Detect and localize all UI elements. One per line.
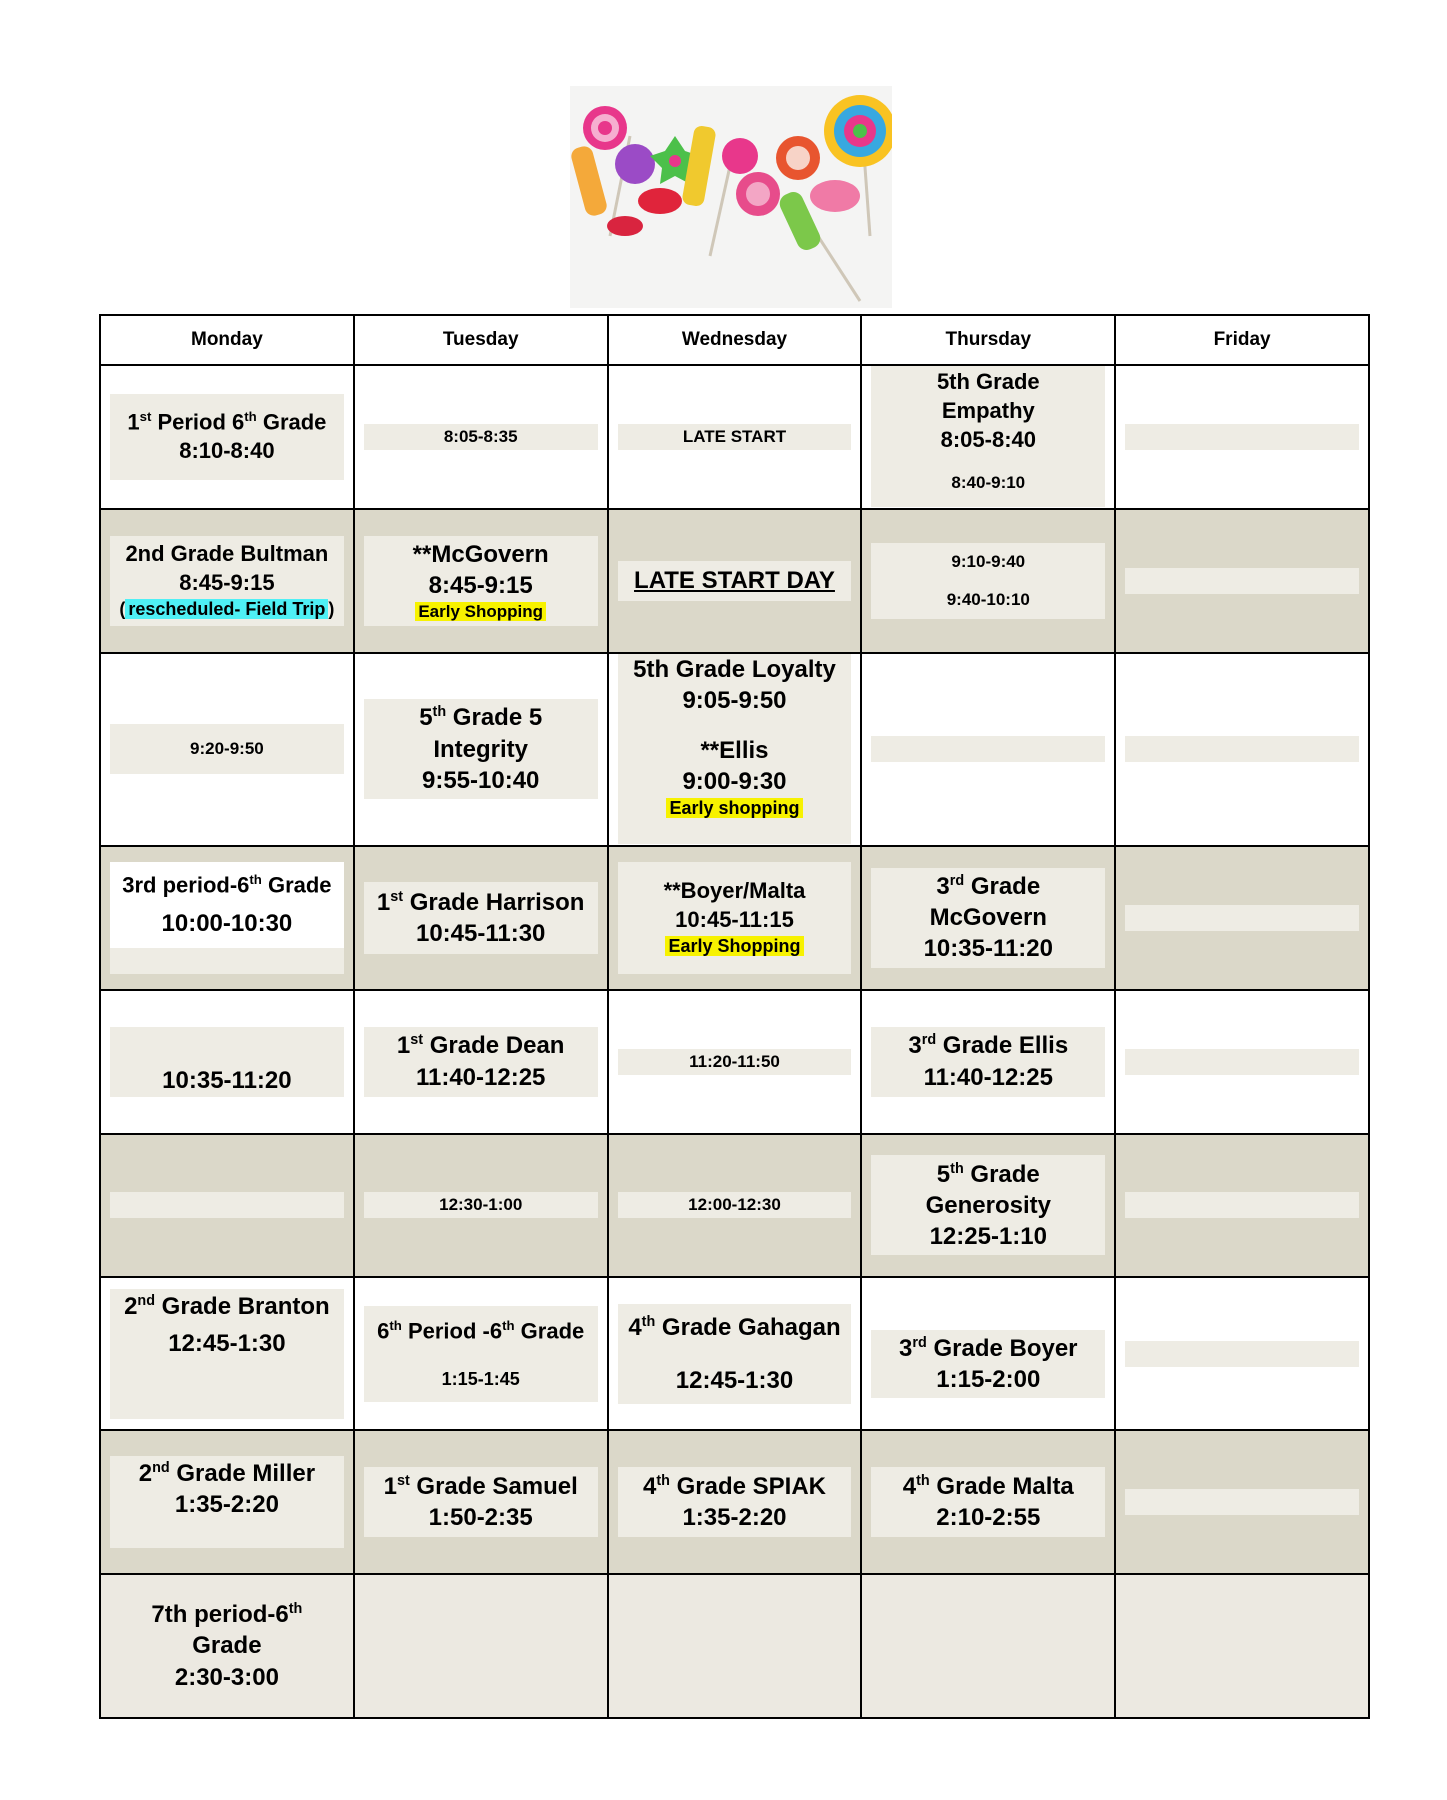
slot-box: **McGovern 8:45-9:15 Early Shopping (364, 536, 598, 626)
table-row (100, 509, 1369, 653)
slot-box: 8:05-8:35 (364, 424, 598, 450)
cell-thu-r1 (861, 365, 1115, 509)
table-row (100, 1430, 1369, 1574)
slot-box: 5th Grade Empathy 8:05-8:40 8:40-9:10 (871, 366, 1105, 507)
table-row (100, 653, 1369, 846)
cell-thu-r2 (861, 509, 1115, 653)
late-start-day-label: LATE START DAY (634, 567, 835, 595)
header-wednesday: Wednesday (608, 315, 862, 365)
cell-wed-r6 (608, 1134, 862, 1278)
cell-thu-r6 (861, 1134, 1115, 1278)
early-shopping-badge: Early Shopping (415, 602, 546, 621)
header-monday: Monday (100, 315, 354, 365)
slot-box: 7th period-6th Grade 2:30-3:00 (151, 1601, 303, 1691)
slot-box (618, 561, 852, 601)
table-row (100, 1574, 1369, 1718)
slot-box: 10:35-11:20 (110, 1027, 344, 1097)
slot-box: 12:00-12:30 (618, 1192, 852, 1218)
cell-fri-r5 (1115, 990, 1369, 1134)
cell-tue-r1 (354, 365, 608, 509)
slot-box: 4th Grade Malta 2:10-2:55 (871, 1467, 1105, 1537)
header-thursday: Thursday (861, 315, 1115, 365)
cell-thu-r4 (861, 846, 1115, 990)
slot-box (110, 1192, 344, 1218)
slot-box: 5th Grade Loyalty 9:05-9:50 **Ellis 9:00-9:30 Early shopping (618, 654, 852, 844)
cell-fri-r3 (1115, 653, 1369, 846)
time-label: 8:10-8:40 (179, 438, 275, 464)
slot-box: 5th Grade 5 Integrity 9:55-10:40 (364, 699, 598, 799)
cell-mon-r6 (100, 1134, 354, 1278)
cell-wed-r4 (608, 846, 862, 990)
cell-tue-r9 (354, 1574, 608, 1718)
cell-mon-r8 (100, 1430, 354, 1574)
cell-tue-r2 (354, 509, 608, 653)
slot-box: 1st Grade Harrison 10:45-11:30 (364, 882, 598, 954)
cell-tue-r7 (354, 1277, 608, 1430)
slot-box: 3rd Grade Ellis 11:40-12:25 (871, 1027, 1105, 1097)
cell-thu-r5 (861, 990, 1115, 1134)
cell-wed-r5 (608, 990, 862, 1134)
slot-box (1125, 1049, 1359, 1075)
candy-header-image (570, 86, 892, 308)
slot-box: 4th Grade SPIAK 1:35-2:20 (618, 1467, 852, 1537)
header-friday: Friday (1115, 315, 1369, 365)
slot-box: 3rd Grade McGovern 10:35-11:20 (871, 868, 1105, 968)
slot-box: 1st Period 6th Grade 8:10-8:40 (110, 394, 344, 480)
cell-mon-r3 (100, 653, 354, 846)
table-row (100, 365, 1369, 509)
field-trip-note: rescheduled- Field Trip (125, 599, 328, 619)
slot-box: 1st Grade Dean 11:40-12:25 (364, 1027, 598, 1097)
cell-fri-r2 (1115, 509, 1369, 653)
cell-wed-r9 (608, 1574, 862, 1718)
slot-box: **Boyer/Malta 10:45-11:15 Early Shopping (618, 862, 852, 974)
schedule-table (99, 314, 1370, 1719)
slot-box: 9:20-9:50 (110, 724, 344, 774)
header-tuesday: Tuesday (354, 315, 608, 365)
cell-mon-r5 (100, 990, 354, 1134)
slot-box: 3rd Grade Boyer 1:15-2:00 (871, 1330, 1105, 1398)
cell-thu-r8 (861, 1430, 1115, 1574)
cell-mon-r2 (100, 509, 354, 653)
cell-thu-r3 (861, 653, 1115, 846)
slot-box: 11:20-11:50 (618, 1049, 852, 1075)
cell-mon-r9 (100, 1574, 354, 1718)
header-row (100, 315, 1369, 365)
table-row (100, 1134, 1369, 1278)
slot-box: 2nd Grade Bultman 8:45-9:15 ( rescheduled- Field Trip ) (110, 536, 344, 626)
slot-box (1125, 1192, 1359, 1218)
slot-box: LATE START (618, 424, 852, 450)
cell-wed-r3 (608, 653, 862, 846)
cell-mon-r4 (100, 846, 354, 990)
slot-box (1125, 905, 1359, 931)
cell-fri-r1 (1115, 365, 1369, 509)
cell-tue-r6 (354, 1134, 608, 1278)
cell-tue-r8 (354, 1430, 608, 1574)
early-shopping-badge: Early Shopping (665, 936, 803, 956)
slot-box: 4th Grade Gahagan 12:45-1:30 (618, 1304, 852, 1404)
slot-box: 1st Grade Samuel 1:50-2:35 (364, 1467, 598, 1537)
slot-box: 6th Period -6th Grade 1:15-1:45 (364, 1306, 598, 1402)
cell-wed-r7 (608, 1277, 862, 1430)
cell-fri-r6 (1115, 1134, 1369, 1278)
cell-fri-r7 (1115, 1277, 1369, 1430)
table-row (100, 1277, 1369, 1430)
slot-box (1125, 1341, 1359, 1367)
table-row (100, 846, 1369, 990)
slot-box (1125, 424, 1359, 450)
cell-thu-r7 (861, 1277, 1115, 1430)
slot-box (1125, 568, 1359, 594)
slot-box: 2nd Grade Branton 12:45-1:30 (110, 1289, 344, 1419)
cell-wed-r2 (608, 509, 862, 653)
slot-box: 9:10-9:40 9:40-10:10 (871, 543, 1105, 619)
cell-wed-r1 (608, 365, 862, 509)
cell-mon-r7 (100, 1277, 354, 1430)
slot-box: 5th Grade Generosity 12:25-1:10 (871, 1155, 1105, 1255)
slot-box (1125, 1489, 1359, 1515)
cell-tue-r5 (354, 990, 608, 1134)
cell-tue-r3 (354, 653, 608, 846)
cell-wed-r8 (608, 1430, 862, 1574)
cell-tue-r4 (354, 846, 608, 990)
slot-box: 12:30-1:00 (364, 1192, 598, 1218)
cell-fri-r9 (1115, 1574, 1369, 1718)
slot-box: 2nd Grade Miller 1:35-2:20 (110, 1456, 344, 1548)
slot-box: 3rd period-6th Grade 10:00-10:30 (110, 862, 344, 974)
cell-fri-r8 (1115, 1430, 1369, 1574)
cell-fri-r4 (1115, 846, 1369, 990)
candy-lollipops-icon (570, 86, 892, 308)
slot-box (1125, 736, 1359, 762)
slot-box (871, 736, 1105, 762)
early-shopping-badge: Early shopping (666, 798, 802, 818)
cell-thu-r9 (861, 1574, 1115, 1718)
table-row (100, 990, 1369, 1134)
cell-mon-r1 (100, 365, 354, 509)
